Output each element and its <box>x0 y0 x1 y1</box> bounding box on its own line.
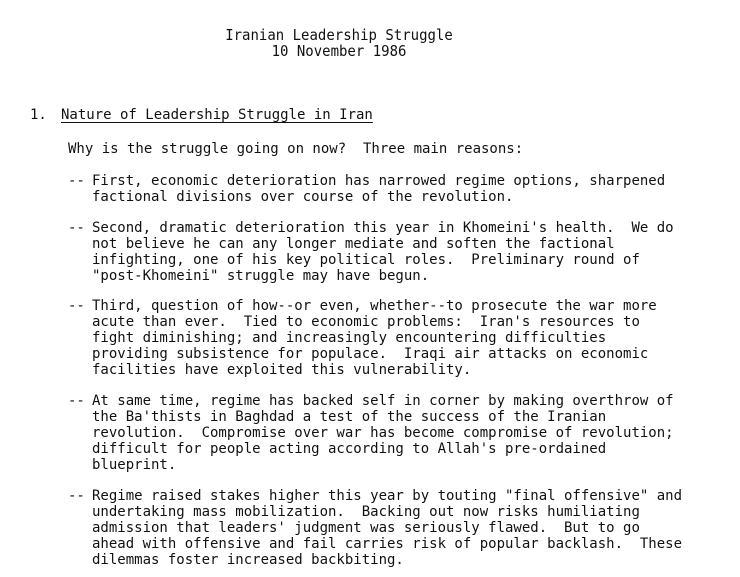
paragraph <box>68 393 674 473</box>
paragraph-line: ahead with offensive and fail carries risk of popular backlash. These <box>92 536 683 552</box>
paragraph-line: acute than ever. Tied to economic problems: Iran's resources to <box>92 314 640 330</box>
paragraph-line: not believe he can any longer mediate and soften the factional <box>92 236 615 252</box>
paragraph <box>68 173 665 205</box>
section-heading: Nature of Leadership Struggle in Iran <box>61 107 373 123</box>
paragraph-line: factional divisions over course of the revolution. <box>92 189 514 205</box>
paragraph-line: difficult for people acting according to Allah's pre-ordained <box>92 441 607 457</box>
document-date: 10 November 1986 <box>271 43 407 61</box>
bullet-marker: -- <box>68 298 85 314</box>
section-number: 1. <box>30 107 47 123</box>
paragraph-line: blueprint. <box>92 457 177 473</box>
bullet-marker: -- <box>68 488 85 504</box>
paragraph-line: providing subsistence for populace. Iraqi air attacks on economic <box>92 346 649 362</box>
paragraph-line: Regime raised stakes higher this year by touting "final offensive" and <box>92 488 683 504</box>
paragraph-line: Second, dramatic deterioration this year in Khomeini's health. We do <box>92 220 674 236</box>
paragraph-line: facilities have exploited this vulnerability. <box>92 362 472 378</box>
paragraph-line: fight diminishing; and increasingly encountering difficulties <box>92 330 607 346</box>
paragraph <box>68 298 657 378</box>
paragraph-line: undertaking mass mobilization. Backing out now risks humiliating <box>92 504 640 520</box>
paragraph-line: First, economic deterioration has narrowed regime options, sharpened <box>92 173 666 189</box>
bullet-marker: -- <box>68 173 85 189</box>
paragraph-line: At same time, regime has backed self in corner by making overthrow of <box>92 393 674 409</box>
bullet-marker: -- <box>68 393 85 409</box>
paragraph-line: "post-Khomeini" struggle may have begun. <box>92 268 430 284</box>
document-title: Iranian Leadership Struggle <box>225 27 453 45</box>
paragraph-line: the Ba'thists in Baghdad a test of the success of the Iranian <box>92 409 607 425</box>
intro-text: Why is the struggle going on now? Three main reasons: <box>68 141 524 157</box>
paragraph-line: Third, question of how--or even, whether--to prosecute the war more <box>92 298 657 314</box>
paragraph-line: revolution. Compromise over war has become compromise of revolution; <box>92 425 674 441</box>
paragraph <box>68 220 674 284</box>
paragraph-line: infighting, one of his key political roles. Preliminary round of <box>92 252 640 268</box>
paragraph-line: dilemmas foster increased backbiting. <box>92 552 404 568</box>
paragraph-line: admission that leaders' judgment was seriously flawed. But to go <box>92 520 640 536</box>
bullet-marker: -- <box>68 220 85 236</box>
paragraph <box>68 488 682 568</box>
